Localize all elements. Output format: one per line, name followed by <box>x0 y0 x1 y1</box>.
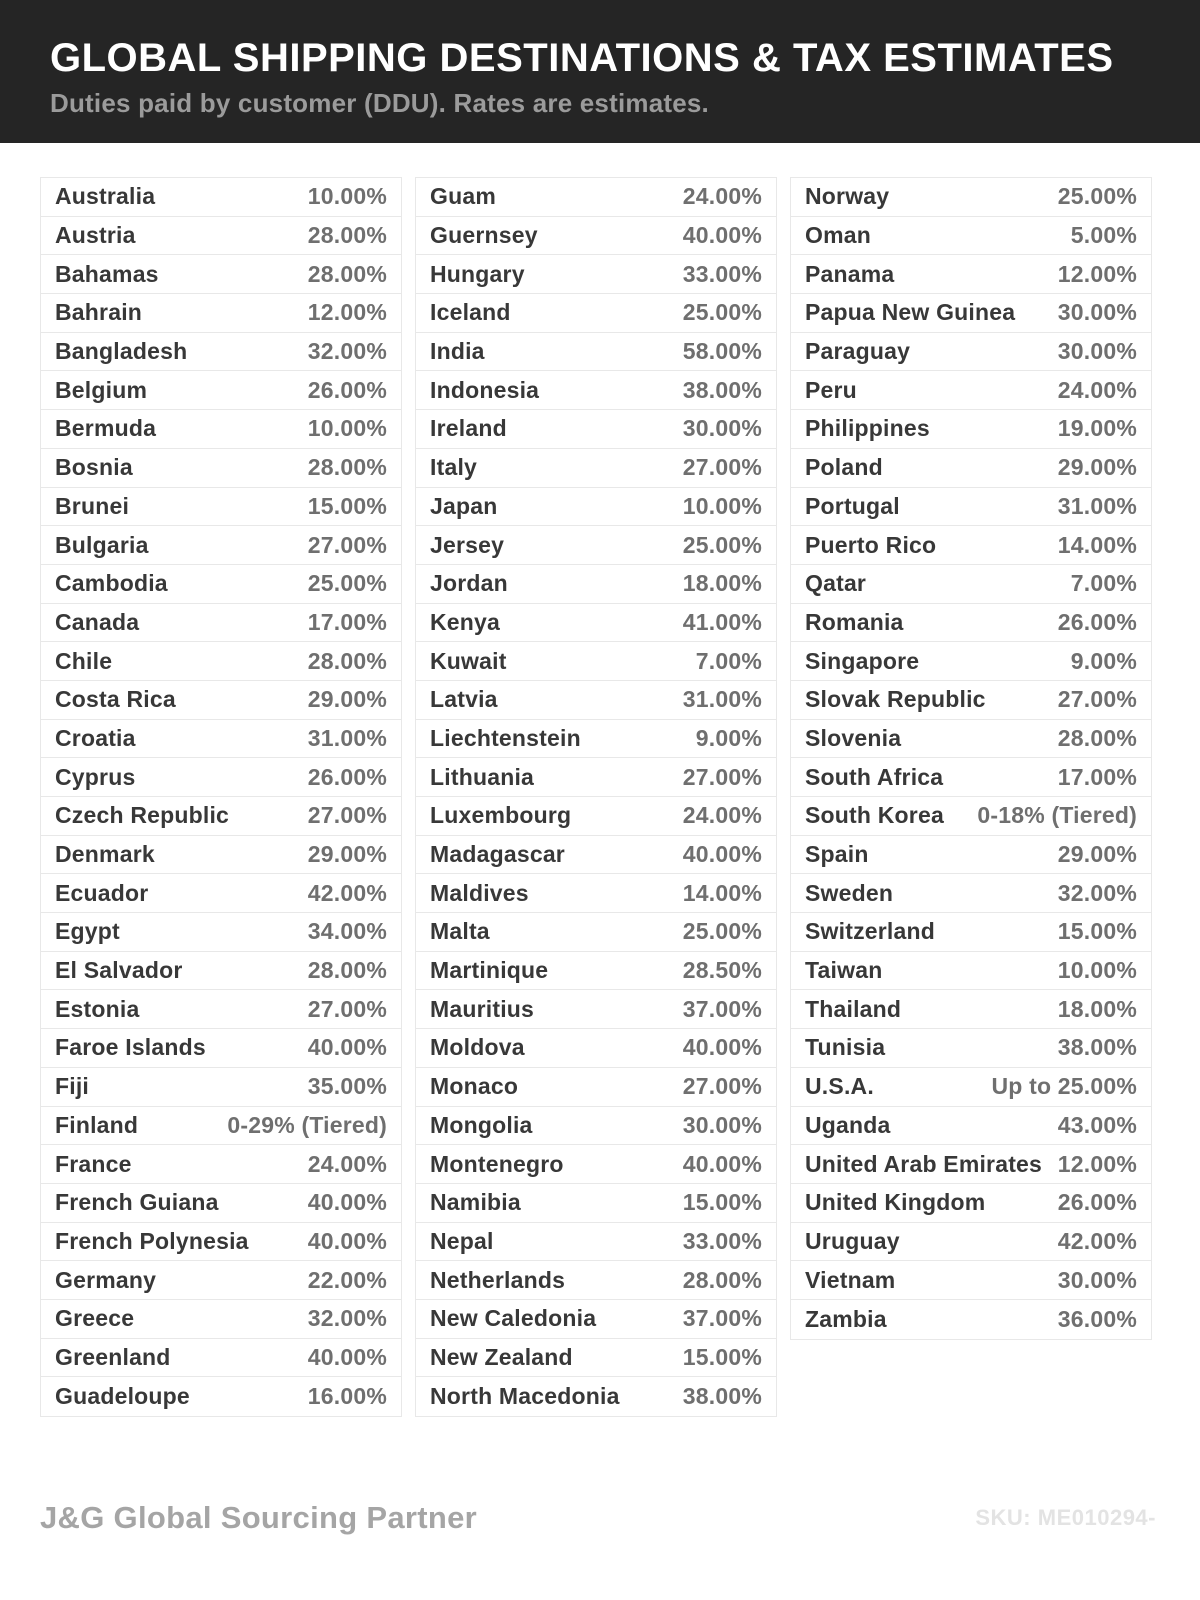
table-row <box>416 1339 776 1378</box>
country-name: Italy <box>430 454 478 481</box>
country-name: Singapore <box>805 647 920 674</box>
tax-rate: 38.00% <box>682 376 762 403</box>
table-row <box>41 642 401 681</box>
tax-rate: 10.00% <box>1057 957 1137 984</box>
country-name: Papua New Guinea <box>805 299 1016 326</box>
country-name: French Guiana <box>55 1189 219 1216</box>
country-name: Bangladesh <box>55 338 188 365</box>
rates-column-1 <box>40 177 402 1417</box>
table-row <box>791 681 1151 720</box>
tax-rate: 40.00% <box>682 841 762 868</box>
table-row <box>41 1107 401 1146</box>
tax-rate: 58.00% <box>682 338 762 365</box>
country-name: Qatar <box>805 570 867 597</box>
country-name: Guadeloupe <box>55 1383 190 1410</box>
tax-rate: 26.00% <box>307 376 387 403</box>
country-name: India <box>430 338 485 365</box>
country-name: Guam <box>430 183 496 210</box>
table-row <box>41 1261 401 1300</box>
country-name: Norway <box>805 183 890 210</box>
country-name: Japan <box>430 492 498 519</box>
table-row <box>791 333 1151 372</box>
tax-rate: 32.00% <box>307 338 387 365</box>
table-row <box>791 371 1151 410</box>
table-row <box>791 604 1151 643</box>
sku-label: SKU: ME010294- <box>975 1505 1156 1530</box>
table-row <box>416 604 776 643</box>
table-row <box>416 526 776 565</box>
tax-rate: 14.00% <box>682 879 762 906</box>
table-row <box>416 642 776 681</box>
country-name: South Africa <box>805 763 944 790</box>
country-name: Tunisia <box>805 1034 886 1061</box>
tax-rate: 24.00% <box>307 1150 387 1177</box>
table-row <box>41 797 401 836</box>
country-name: Vietnam <box>805 1266 896 1293</box>
table-row <box>791 642 1151 681</box>
tax-rate: 40.00% <box>682 222 762 249</box>
table-row <box>41 1300 401 1339</box>
country-name: Germany <box>55 1266 157 1293</box>
table-row <box>41 874 401 913</box>
country-name: Philippines <box>805 415 930 442</box>
country-name: Cambodia <box>55 570 168 597</box>
table-row <box>416 952 776 991</box>
table-row <box>41 371 401 410</box>
country-name: Mauritius <box>430 995 535 1022</box>
country-name: Namibia <box>430 1189 521 1216</box>
tax-rate: 30.00% <box>1057 299 1137 326</box>
country-name: New Caledonia <box>430 1305 597 1332</box>
tax-rate: 36.00% <box>1057 1305 1137 1332</box>
country-name: United Kingdom <box>805 1189 986 1216</box>
country-name: Peru <box>805 376 857 403</box>
table-row <box>416 1300 776 1339</box>
country-name: Czech Republic <box>55 802 230 829</box>
tax-rate: 24.00% <box>682 802 762 829</box>
tax-rate: 26.00% <box>1057 608 1137 635</box>
country-name: Taiwan <box>805 957 883 984</box>
table-row <box>41 217 401 256</box>
table-row <box>791 1223 1151 1262</box>
country-name: Slovenia <box>805 724 902 751</box>
tax-rate: 38.00% <box>1057 1034 1137 1061</box>
country-name: Spain <box>805 841 869 868</box>
shipping-rates-table <box>40 177 1152 1417</box>
tax-rate: 28.00% <box>307 454 387 481</box>
tax-rate: 41.00% <box>682 608 762 635</box>
tax-rate: 42.00% <box>307 879 387 906</box>
table-row <box>791 1261 1151 1300</box>
tax-rate: 43.00% <box>1057 1111 1137 1138</box>
country-name: Moldova <box>430 1034 525 1061</box>
table-row <box>791 217 1151 256</box>
country-name: Croatia <box>55 724 136 751</box>
country-name: Fiji <box>55 1073 90 1100</box>
tax-rate: 22.00% <box>307 1266 387 1293</box>
tax-rate: 9.00% <box>1070 647 1137 674</box>
country-name: Poland <box>805 454 883 481</box>
table-row <box>791 449 1151 488</box>
table-row <box>416 565 776 604</box>
table-row <box>41 294 401 333</box>
country-name: Slovak Republic <box>805 686 986 713</box>
tax-rate: 35.00% <box>307 1073 387 1100</box>
tax-rate: 10.00% <box>307 183 387 210</box>
table-row <box>41 1029 401 1068</box>
country-name: Egypt <box>55 918 120 945</box>
country-name: Thailand <box>805 995 902 1022</box>
table-row <box>416 720 776 759</box>
country-name: Brunei <box>55 492 130 519</box>
tax-rate: 33.00% <box>682 260 762 287</box>
table-row <box>416 836 776 875</box>
tax-rate: 32.00% <box>1057 879 1137 906</box>
table-row <box>41 913 401 952</box>
country-name: Iceland <box>430 299 511 326</box>
tax-rate: 30.00% <box>1057 338 1137 365</box>
rates-column-3 <box>790 177 1152 1340</box>
tax-rate: 29.00% <box>1057 454 1137 481</box>
table-row <box>416 178 776 217</box>
table-row <box>791 178 1151 217</box>
table-row <box>41 333 401 372</box>
tax-rate: 24.00% <box>1057 376 1137 403</box>
table-row <box>791 1184 1151 1223</box>
table-row <box>41 758 401 797</box>
country-name: Hungary <box>430 260 525 287</box>
table-row <box>791 1300 1151 1339</box>
table-row <box>791 488 1151 527</box>
table-row <box>416 1261 776 1300</box>
table-row <box>791 720 1151 759</box>
country-name: Greenland <box>55 1343 171 1370</box>
table-row <box>41 526 401 565</box>
country-name: Austria <box>55 222 136 249</box>
tax-rate: 28.00% <box>307 222 387 249</box>
tax-rate: 0-29% (Tiered) <box>227 1111 387 1138</box>
table-row <box>41 836 401 875</box>
country-name: Malta <box>430 918 490 945</box>
tax-rate: 28.00% <box>307 260 387 287</box>
tax-rate: 30.00% <box>1057 1266 1137 1293</box>
country-name: Estonia <box>55 995 140 1022</box>
country-name: Ecuador <box>55 879 149 906</box>
country-name: Canada <box>55 608 140 635</box>
table-row <box>416 1223 776 1262</box>
tax-rate: 31.00% <box>307 724 387 751</box>
country-name: Faroe Islands <box>55 1034 206 1061</box>
table-row <box>416 371 776 410</box>
country-name: Zambia <box>805 1305 887 1332</box>
table-row <box>416 488 776 527</box>
country-name: Finland <box>55 1111 139 1138</box>
table-row <box>41 255 401 294</box>
tax-rate: 27.00% <box>682 1073 762 1100</box>
table-row <box>416 1145 776 1184</box>
tax-rate: 19.00% <box>1057 415 1137 442</box>
country-name: Uganda <box>805 1111 891 1138</box>
country-name: Kenya <box>430 608 501 635</box>
table-row <box>416 913 776 952</box>
country-name: Bahrain <box>55 299 143 326</box>
country-name: Puerto Rico <box>805 531 937 558</box>
table-row <box>791 1145 1151 1184</box>
page-header <box>0 0 1200 143</box>
tax-rate: 7.00% <box>695 647 762 674</box>
table-row <box>416 1029 776 1068</box>
table-row <box>791 874 1151 913</box>
table-row <box>41 410 401 449</box>
rates-column-2 <box>415 177 777 1417</box>
tax-rate: 10.00% <box>307 415 387 442</box>
tax-rate: 9.00% <box>695 724 762 751</box>
table-row <box>791 255 1151 294</box>
table-row <box>416 255 776 294</box>
tax-rate: 27.00% <box>682 763 762 790</box>
tax-rate: 26.00% <box>307 763 387 790</box>
country-name: Switzerland <box>805 918 936 945</box>
country-name: Jersey <box>430 531 505 558</box>
country-name: New Zealand <box>430 1343 573 1370</box>
country-name: Costa Rica <box>55 686 176 713</box>
tax-rate: 0-18% (Tiered) <box>977 802 1137 829</box>
country-name: Bulgaria <box>55 531 149 558</box>
tax-rate: 29.00% <box>307 686 387 713</box>
tax-rate: 15.00% <box>682 1343 762 1370</box>
country-name: Belgium <box>55 376 148 403</box>
tax-rate: 15.00% <box>1057 918 1137 945</box>
table-row <box>41 565 401 604</box>
country-name: Cyprus <box>55 763 136 790</box>
brand-name: J&G Global Sourcing Partner <box>40 1500 478 1535</box>
table-row <box>41 1145 401 1184</box>
tax-rate: 25.00% <box>682 299 762 326</box>
tax-rate: 40.00% <box>307 1227 387 1254</box>
country-name: Panama <box>805 260 895 287</box>
country-name: Uruguay <box>805 1227 900 1254</box>
table-row <box>791 565 1151 604</box>
country-name: Oman <box>805 222 871 249</box>
tax-rate: 40.00% <box>682 1150 762 1177</box>
table-row <box>791 1029 1151 1068</box>
table-row <box>416 1068 776 1107</box>
tax-rate: 25.00% <box>682 531 762 558</box>
country-name: El Salvador <box>55 957 183 984</box>
table-row <box>416 1377 776 1416</box>
table-row <box>791 913 1151 952</box>
table-row <box>41 488 401 527</box>
tax-rate: 31.00% <box>682 686 762 713</box>
tax-rate: 7.00% <box>1070 570 1137 597</box>
tax-rate: 27.00% <box>307 995 387 1022</box>
tax-rate: 30.00% <box>682 415 762 442</box>
tax-rate: 17.00% <box>307 608 387 635</box>
country-name: Maldives <box>430 879 529 906</box>
country-name: Bosnia <box>55 454 133 481</box>
tax-rate: 28.50% <box>682 957 762 984</box>
tax-rate: 18.00% <box>1057 995 1137 1022</box>
tax-rate: 24.00% <box>682 183 762 210</box>
tax-rate: 30.00% <box>682 1111 762 1138</box>
tax-rate: 18.00% <box>682 570 762 597</box>
country-name: Australia <box>55 183 156 210</box>
country-name: Montenegro <box>430 1150 564 1177</box>
country-name: Luxembourg <box>430 802 572 829</box>
tax-rate: 25.00% <box>1057 183 1137 210</box>
tax-rate: 12.00% <box>307 299 387 326</box>
tax-rate: 5.00% <box>1070 222 1137 249</box>
tax-rate: 12.00% <box>1057 1150 1137 1177</box>
country-name: Kuwait <box>430 647 507 674</box>
tax-rate: Up to 25.00% <box>991 1073 1137 1100</box>
table-row <box>416 333 776 372</box>
table-row <box>416 1107 776 1146</box>
table-row <box>791 294 1151 333</box>
tax-rate: 40.00% <box>307 1034 387 1061</box>
country-name: Jordan <box>430 570 508 597</box>
table-row <box>416 217 776 256</box>
tax-rate: 40.00% <box>307 1343 387 1370</box>
country-name: Chile <box>55 647 113 674</box>
tax-rate: 25.00% <box>307 570 387 597</box>
tax-rate: 40.00% <box>307 1189 387 1216</box>
table-row <box>41 681 401 720</box>
tax-rate: 33.00% <box>682 1227 762 1254</box>
table-row <box>41 1339 401 1378</box>
country-name: Latvia <box>430 686 498 713</box>
tax-rate: 28.00% <box>307 647 387 674</box>
country-name: Greece <box>55 1305 135 1332</box>
table-row <box>416 797 776 836</box>
country-name: Madagascar <box>430 841 565 868</box>
table-row <box>41 604 401 643</box>
tax-rate: 17.00% <box>1057 763 1137 790</box>
country-name: Portugal <box>805 492 900 519</box>
table-row <box>791 410 1151 449</box>
table-row <box>41 1068 401 1107</box>
country-name: Bermuda <box>55 415 157 442</box>
table-row <box>41 1184 401 1223</box>
table-row <box>416 990 776 1029</box>
country-name: Sweden <box>805 879 894 906</box>
country-name: Liechtenstein <box>430 724 581 751</box>
table-row <box>791 952 1151 991</box>
country-name: France <box>55 1150 132 1177</box>
table-row <box>41 720 401 759</box>
tax-rate: 28.00% <box>682 1266 762 1293</box>
tax-rate: 28.00% <box>1057 724 1137 751</box>
tax-rate: 12.00% <box>1057 260 1137 287</box>
table-row <box>791 526 1151 565</box>
country-name: French Polynesia <box>55 1227 249 1254</box>
table-row <box>416 1184 776 1223</box>
country-name: Indonesia <box>430 376 540 403</box>
country-name: Bahamas <box>55 260 159 287</box>
country-name: Ireland <box>430 415 507 442</box>
country-name: Mongolia <box>430 1111 533 1138</box>
tax-rate: 14.00% <box>1057 531 1137 558</box>
tax-rate: 26.00% <box>1057 1189 1137 1216</box>
tax-rate: 15.00% <box>307 492 387 519</box>
table-row <box>416 449 776 488</box>
tax-rate: 37.00% <box>682 995 762 1022</box>
table-row <box>41 990 401 1029</box>
tax-rate: 27.00% <box>1057 686 1137 713</box>
tax-rate: 27.00% <box>682 454 762 481</box>
tax-rate: 27.00% <box>307 531 387 558</box>
country-name: Monaco <box>430 1073 519 1100</box>
country-name: Paraguay <box>805 338 911 365</box>
country-name: Lithuania <box>430 763 535 790</box>
tax-rate: 34.00% <box>307 918 387 945</box>
tax-rate: 31.00% <box>1057 492 1137 519</box>
table-row <box>416 294 776 333</box>
tax-rate: 25.00% <box>682 918 762 945</box>
tax-rate: 32.00% <box>307 1305 387 1332</box>
country-name: Romania <box>805 608 904 635</box>
tax-rate: 40.00% <box>682 1034 762 1061</box>
table-row <box>41 449 401 488</box>
table-row <box>791 797 1151 836</box>
tax-rate: 37.00% <box>682 1305 762 1332</box>
table-row <box>41 1223 401 1262</box>
country-name: Denmark <box>55 841 155 868</box>
tax-rate: 42.00% <box>1057 1227 1137 1254</box>
tax-rate: 29.00% <box>1057 841 1137 868</box>
table-row <box>791 990 1151 1029</box>
table-row <box>791 758 1151 797</box>
page-footer <box>40 1500 1156 1536</box>
table-row <box>791 836 1151 875</box>
tax-rate: 16.00% <box>307 1383 387 1410</box>
tax-rate: 15.00% <box>682 1189 762 1216</box>
country-name: Guernsey <box>430 222 538 249</box>
table-row <box>416 874 776 913</box>
country-name: Nepal <box>430 1227 494 1254</box>
table-row <box>416 410 776 449</box>
tax-rate: 10.00% <box>682 492 762 519</box>
country-name: United Arab Emirates <box>805 1150 1043 1177</box>
table-row <box>41 952 401 991</box>
table-row <box>41 178 401 217</box>
table-row <box>416 758 776 797</box>
country-name: Netherlands <box>430 1266 566 1293</box>
table-row <box>41 1377 401 1416</box>
tax-rate: 29.00% <box>307 841 387 868</box>
page-subtitle: Duties paid by customer (DDU). Rates are estimates. <box>50 88 709 118</box>
country-name: North Macedonia <box>430 1383 620 1410</box>
country-name: South Korea <box>805 802 944 829</box>
page-title: GLOBAL SHIPPING DESTINATIONS & TAX ESTIMATES <box>50 36 1114 80</box>
country-name: U.S.A. <box>805 1073 874 1100</box>
tax-rate: 38.00% <box>682 1383 762 1410</box>
table-row <box>416 681 776 720</box>
tax-rate: 28.00% <box>307 957 387 984</box>
table-row <box>791 1107 1151 1146</box>
tax-rate: 27.00% <box>307 802 387 829</box>
table-row <box>791 1068 1151 1107</box>
country-name: Martinique <box>430 957 549 984</box>
